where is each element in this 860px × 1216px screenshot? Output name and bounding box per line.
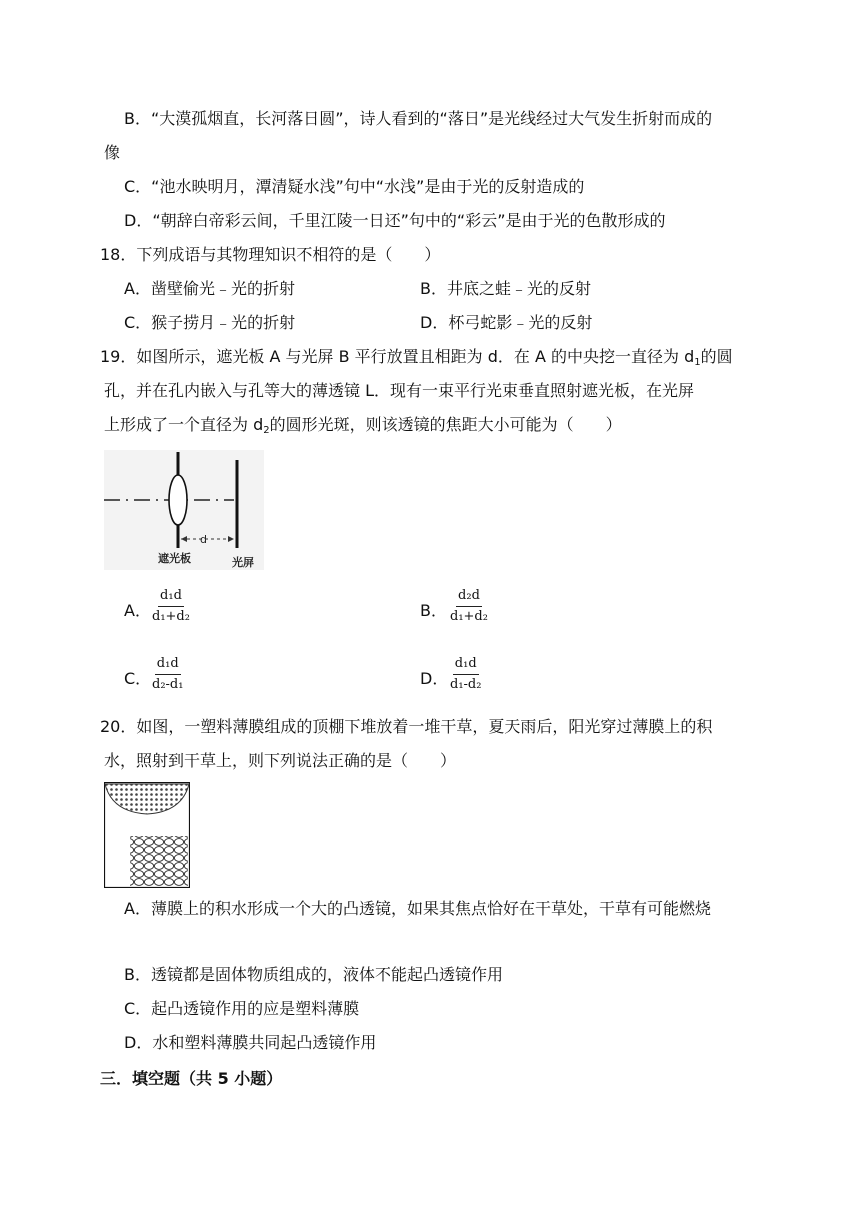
q19-option-a-letter: A． bbox=[124, 601, 151, 620]
q19-option-d-letter: D． bbox=[420, 669, 449, 688]
q19-option-c-fraction: $\frac{\text{d₁d}}{\text{d₂-d₁}}$ bbox=[152, 656, 184, 692]
q18-stem: 18．下列成语与其物理知识不相符的是（ ） bbox=[100, 245, 441, 264]
q19-option-b-fraction: $\frac{\text{d₂d}}{\text{d₁+d₂}}$ bbox=[450, 588, 488, 624]
q17-option-c: C．“池水映明月，潭清疑水浅”句中“水浅”是由于光的反射造成的 bbox=[124, 177, 585, 196]
q20-option-d: D．水和塑料薄膜共同起凸透镜作用 bbox=[124, 1033, 377, 1052]
q20-option-a: A．薄膜上的积水形成一个大的凸透镜，如果其焦点恰好在干草处，干草有可能燃烧 bbox=[124, 899, 711, 918]
screen-label: 光屏 bbox=[232, 556, 254, 569]
q19-option-b-letter: B． bbox=[420, 601, 447, 620]
haystack-diagram bbox=[104, 782, 190, 888]
lens-diagram bbox=[104, 450, 264, 570]
q20-stem-line2: 水，照射到干草上，则下列说法正确的是（ ） bbox=[104, 751, 457, 770]
distance-label: d bbox=[200, 533, 207, 546]
q20-option-b: B．透镜都是固体物质组成的，液体不能起凸透镜作用 bbox=[124, 965, 503, 984]
q18-option-b: B．井底之蛙﹣光的反射 bbox=[420, 279, 591, 298]
q19-stem-line1: 19．如图所示，遮光板 A 与光屏 B 平行放置且相距为 d．在 A 的中央挖一直径为 $d_1$的圆 bbox=[100, 347, 733, 368]
lens-shape bbox=[169, 475, 187, 525]
section-title: 三．填空题（共 5 小题） bbox=[100, 1069, 283, 1088]
q18-option-d: D．杯弓蛇影﹣光的反射 bbox=[420, 313, 593, 332]
q18-option-a: A．凿壁偷光﹣光的折射 bbox=[124, 279, 295, 298]
q17-option-b-line1: B．“大漠孤烟直，长河落日圆”，诗人看到的“落日”是光线经过大气发生折射而成的 bbox=[124, 109, 713, 128]
q19-stem-line3: 上形成了一个直径为 $d_2$的圆形光斑，则该透镜的焦距大小可能为（ ） bbox=[104, 415, 622, 436]
q20-stem-line1: 20．如图，一塑料薄膜组成的顶棚下堆放着一堆干草，夏天雨后，阳光穿过薄膜上的积 bbox=[100, 717, 713, 736]
haystack bbox=[130, 836, 188, 886]
q19-option-a-fraction: $\frac{\text{d₁d}}{\text{d₁+d₂}}$ bbox=[152, 588, 190, 624]
q17-option-b-line2: 像 bbox=[104, 143, 121, 162]
q18-option-c: C．猴子捞月﹣光的折射 bbox=[124, 313, 296, 332]
q17-option-d: D．“朝辞白帝彩云间，千里江陵一日还”句中的“彩云”是由于光的色散形成的 bbox=[124, 211, 666, 230]
board-label: 遮光板 bbox=[158, 552, 191, 565]
q19-stem-line2: 孔，并在孔内嵌入与孔等大的薄透镜 L．现有一束平行光束垂直照射遮光板，在光屏 bbox=[104, 381, 695, 400]
q19-option-c-letter: C． bbox=[124, 669, 152, 688]
q19-option-d-fraction: $\frac{\text{d₁d}}{\text{d₁-d₂}}$ bbox=[450, 656, 482, 692]
q20-option-c: C．起凸透镜作用的应是塑料薄膜 bbox=[124, 999, 360, 1018]
